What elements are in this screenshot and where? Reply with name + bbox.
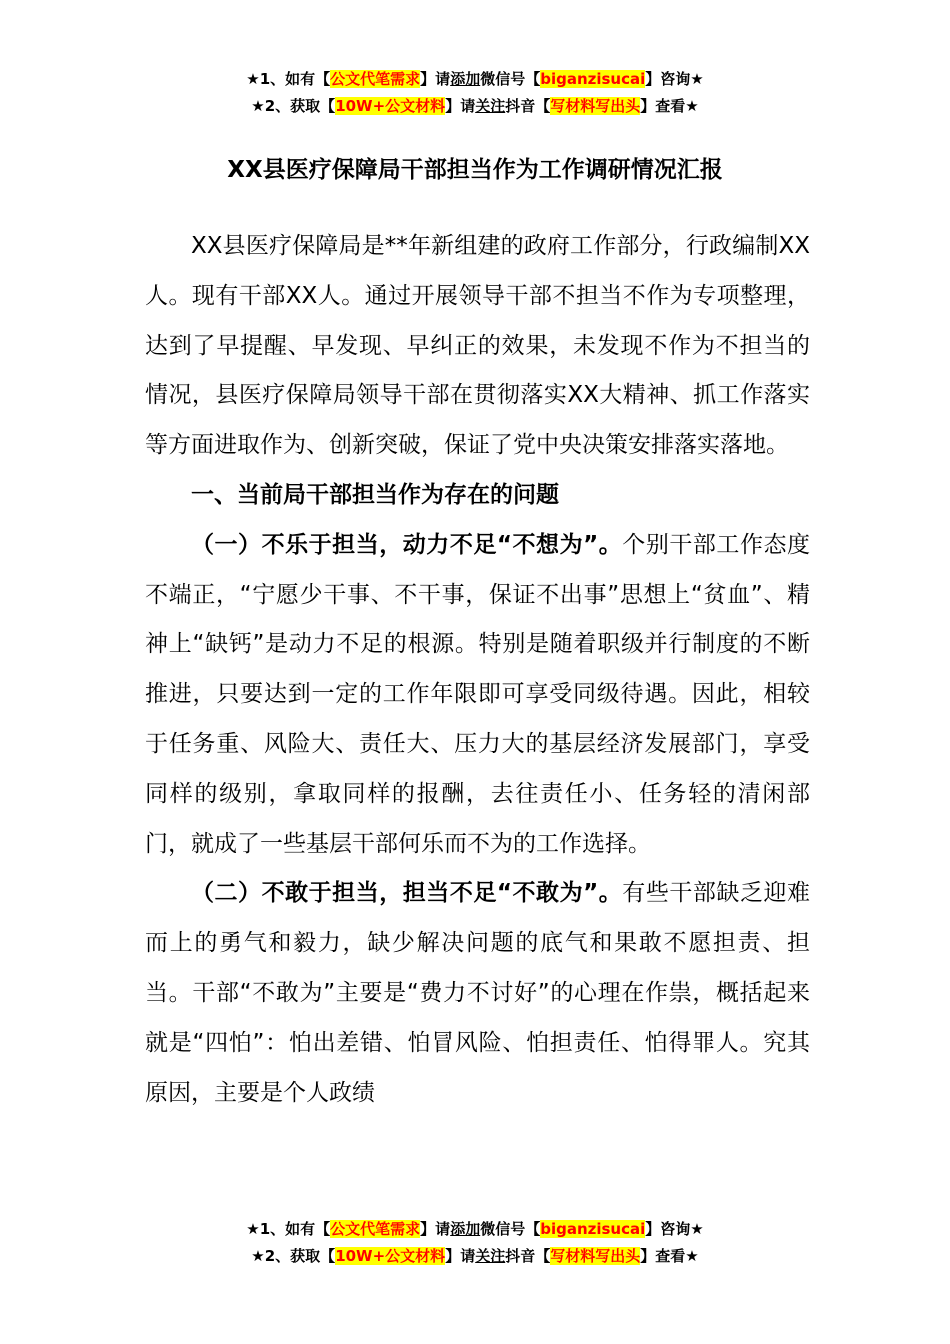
banner-line-2 <box>0 1243 950 1270</box>
item-paragraph-1 <box>145 521 810 870</box>
banner-line-2 <box>0 93 950 120</box>
banner-highlight: 10W+公文材料 <box>335 97 446 115</box>
banner-text: 微信号【 <box>480 70 541 88</box>
banner-text: 】请 <box>445 1247 476 1265</box>
banner-highlight: biganzisucai <box>540 70 646 88</box>
item-text: 有些干部缺乏迎难而上的勇气和毅力，缺少解决问题的底气和果敢不愿担责、担当。干部“不敢为”主要是“费力不讨好”的心理在作祟，概括起来就是“四怕”：怕出差错、怕冒风险、怕担责任、怕得罪人。究其原因，主要是个人政绩 <box>145 880 811 1106</box>
banner-text: 抖音【 <box>505 97 551 115</box>
banner-underline: 关注 <box>475 1247 506 1265</box>
banner-text: ★2、获取【 <box>251 1247 336 1265</box>
banner-text: ★1、如有【 <box>246 1220 331 1238</box>
banner-underline: 添加 <box>450 70 481 88</box>
banner-text: ★2、获取【 <box>251 97 336 115</box>
banner-text: 抖音【 <box>505 1247 551 1265</box>
banner-text: 】请 <box>445 97 476 115</box>
banner-highlight: 10W+公文材料 <box>335 1247 446 1265</box>
document-body <box>145 222 810 1118</box>
intro-paragraph: XX县医疗保障局是**年新组建的政府工作部分，行政编制XX人。现有干部XX人。通过开展领导干部不担当不作为专项整理，达到了早提醒、早发现、早纠正的效果，未发现不作为不担当的情况，县医疗保障局领导干部在贯彻落实XX大精神、抓工作落实等方面进取作为、创新突破，保证了党中央决策安排落实落地。 <box>145 233 810 459</box>
banner-underline: 添加 <box>450 1220 481 1238</box>
banner-text: 】查看★ <box>640 1247 699 1265</box>
footer-banner <box>0 1216 950 1270</box>
banner-highlight: 写材料写出头 <box>550 1247 641 1265</box>
banner-text: 】咨询★ <box>645 1220 704 1238</box>
banner-text: 微信号【 <box>480 1220 541 1238</box>
banner-text: 】咨询★ <box>645 70 704 88</box>
banner-highlight: 写材料写出头 <box>550 97 641 115</box>
banner-highlight: 公文代笔需求 <box>330 1220 421 1238</box>
section-heading: 一、当前局干部担当作为存在的问题 <box>191 481 559 508</box>
item-lead: （二）不敢于担当，担当不足“不敢为”。 <box>191 880 623 907</box>
item-text: 个别干部工作态度不端正，“宁愿少干事、不干事，保证不出事”思想上“贫血”、精神上“缺钙”是动力不足的根源。特别是随着职级并行制度的不断推进，只要达到一定的工作年限即可享受同级待遇。因此，相较于任务重、风险大、责任大、压力大的基层经济发展部门，享受同样的级别，拿取同样的报酬，去往责任小、任务轻的清闲部门，就成了一些基层干部何乐而不为的工作选择。 <box>145 531 811 857</box>
banner-text: 】请 <box>420 1220 451 1238</box>
banner-line-1 <box>0 66 950 93</box>
banner-text: ★1、如有【 <box>246 70 331 88</box>
banner-text: 】请 <box>420 70 451 88</box>
banner-line-1 <box>0 1216 950 1243</box>
banner-text: 】查看★ <box>640 97 699 115</box>
banner-highlight: biganzisucai <box>540 1220 646 1238</box>
banner-highlight: 公文代笔需求 <box>330 70 421 88</box>
header-banner <box>0 66 950 120</box>
item-paragraph-2 <box>145 869 810 1118</box>
document-title: XX县医疗保障局干部担当作为工作调研情况汇报 <box>227 157 723 183</box>
banner-underline: 关注 <box>475 97 506 115</box>
item-lead: （一）不乐于担当，动力不足“不想为”。 <box>191 531 623 558</box>
